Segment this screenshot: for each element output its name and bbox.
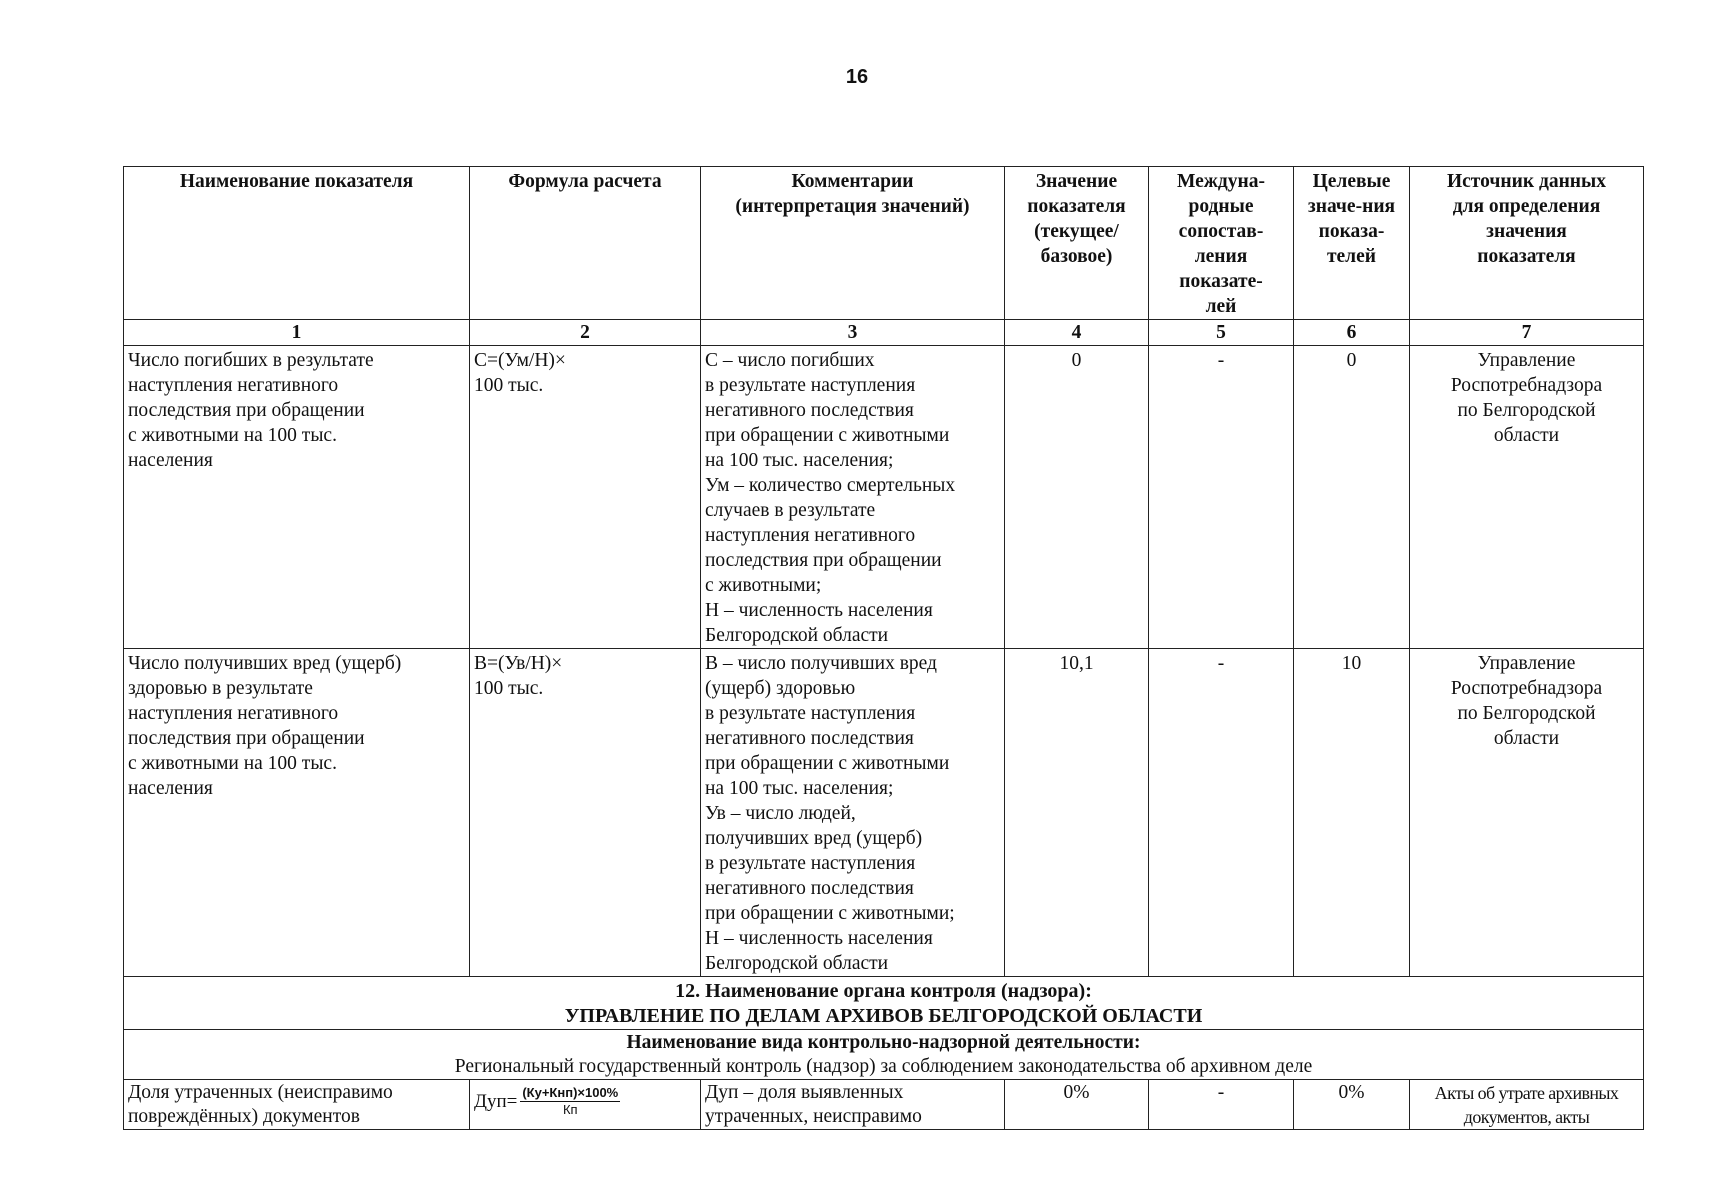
- section-title: 12. Наименование органа контроля (надзора):: [675, 980, 1092, 1002]
- indicator-value: 10,1: [1005, 649, 1149, 977]
- table-header-row: [124, 167, 1644, 320]
- table-row: [124, 346, 1644, 649]
- formula-denominator: Кп: [562, 1102, 578, 1117]
- table-row: [124, 649, 1644, 977]
- header-target: Целевые значе-ния показа- телей: [1294, 167, 1410, 320]
- column-number: 6: [1294, 320, 1410, 346]
- header-source: Источник данных для определения значения показателя: [1410, 167, 1644, 320]
- indicator-target: 0%: [1294, 1080, 1410, 1130]
- indicator-value: 0%: [1005, 1080, 1149, 1130]
- indicator-name: Число получивших вред (ущерб) здоровью в результате наступления негативного последствия при обращении с животными на 100 тыс. населения: [124, 649, 470, 977]
- indicator-name: Доля утраченных (неисправимо повреждённых) документов: [124, 1080, 470, 1130]
- section-organization: УПРАВЛЕНИЕ ПО ДЕЛАМ АРХИВОВ БЕЛГОРОДСКОЙ ОБЛАСТИ: [564, 1005, 1203, 1027]
- header-indicator-name: Наименование показателя: [124, 167, 470, 320]
- indicator-formula: [470, 1080, 701, 1130]
- section-row: [124, 977, 1644, 1030]
- formula-fraction: [520, 1085, 620, 1118]
- formula-numerator: (Ку+Кнп)×100%: [522, 1085, 619, 1100]
- column-number: 7: [1410, 320, 1644, 346]
- formula: [474, 1085, 696, 1118]
- table-row: [124, 1080, 1644, 1130]
- indicator-international: -: [1149, 1080, 1294, 1130]
- header-international: Междуна- родные сопостав- ления показате- лей: [1149, 167, 1294, 320]
- indicator-comment: С – число погибших в результате наступления негативного последствия при обращении с животными на 100 тыс. населения; Ум – количество смертельных случаев в результате наступления негативного последствия при обращении с животными; Н – численность населения Белгородской области: [701, 346, 1005, 649]
- indicator-source: Управление Роспотребнадзора по Белгородской области: [1410, 346, 1644, 649]
- header-formula: Формула расчета: [470, 167, 701, 320]
- indicator-target: 10: [1294, 649, 1410, 977]
- indicator-international: -: [1149, 346, 1294, 649]
- indicator-international: -: [1149, 649, 1294, 977]
- indicator-target: 0: [1294, 346, 1410, 649]
- column-number: 4: [1005, 320, 1149, 346]
- indicator-source: Управление Роспотребнадзора по Белгородской области: [1410, 649, 1644, 977]
- section-heading: [124, 977, 1644, 1030]
- header-value: Значение показателя (текущее/ базовое): [1005, 167, 1149, 320]
- indicator-formula: С=(Ум/Н)× 100 тыс.: [470, 346, 701, 649]
- column-number: 2: [470, 320, 701, 346]
- indicator-value: 0: [1005, 346, 1149, 649]
- indicators-table: [123, 166, 1644, 1130]
- activity-kind: [124, 1030, 1644, 1080]
- column-number: 3: [701, 320, 1005, 346]
- activity-kind-text: Региональный государственный контроль (надзор) за соблюдением законодательства об архивном деле: [454, 1056, 1313, 1077]
- indicator-name: Число погибших в результате наступления негативного последствия при обращении с животными на 100 тыс. населения: [124, 346, 470, 649]
- formula-lhs: Дуп=: [474, 1090, 518, 1112]
- indicator-source: Акты об утрате архивных документов, акты: [1410, 1080, 1644, 1130]
- header-comments: Комментарии (интерпретация значений): [701, 167, 1005, 320]
- indicator-comment: В – число получивших вред (ущерб) здоровью в результате наступления негативного последствия при обращении с животными на 100 тыс. населения; Ув – число людей, получивших вред (ущерб) в результате наступления негативного последствия при обращении с животными; Н – численность населения Белгородской области: [701, 649, 1005, 977]
- column-numbers-row: [124, 320, 1644, 346]
- column-number: 5: [1149, 320, 1294, 346]
- indicator-comment: Дуп – доля выявленных утраченных, неисправимо: [701, 1080, 1005, 1130]
- page-number: 16: [845, 66, 869, 88]
- indicator-formula: В=(Ув/Н)× 100 тыс.: [470, 649, 701, 977]
- activity-kind-title: Наименование вида контрольно-надзорной деятельности:: [626, 1032, 1141, 1053]
- column-number: 1: [124, 320, 470, 346]
- activity-kind-row: [124, 1030, 1644, 1080]
